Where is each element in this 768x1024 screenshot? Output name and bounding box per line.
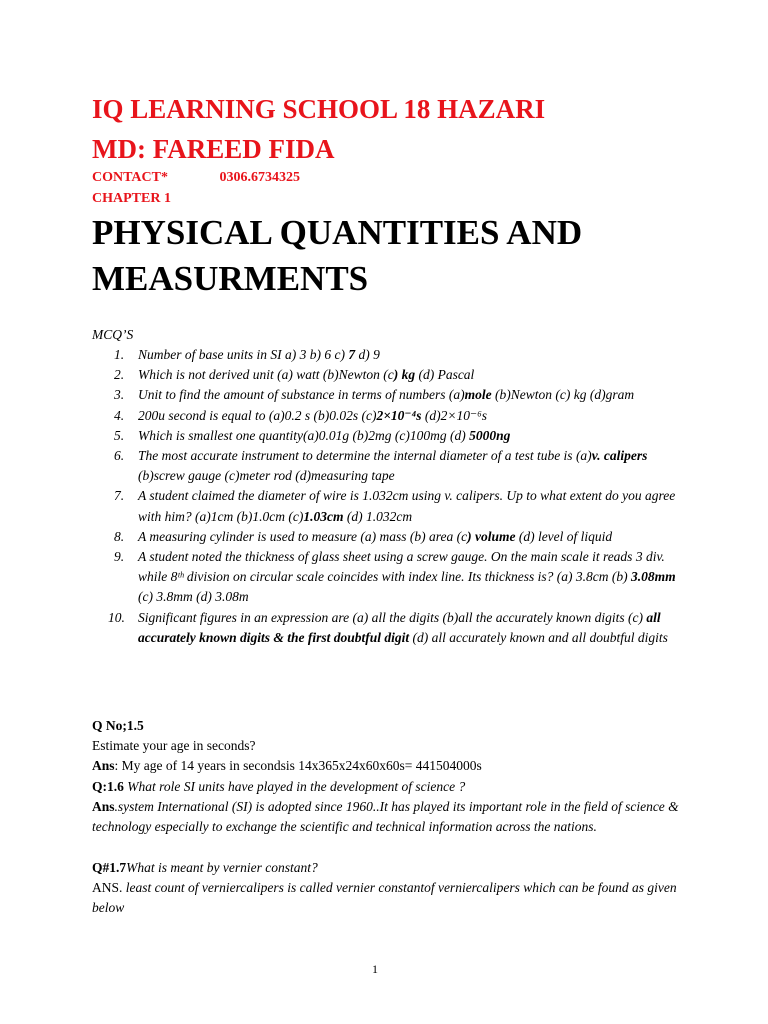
page-number: 1	[372, 962, 378, 976]
md-name: MD: FAREED FIDA	[92, 134, 335, 164]
contact-label: CONTACT*	[92, 170, 168, 185]
mcq-item: 7. A student claimed the diameter of wire is 1.032cm using v. calipers. Up to what extent do you agree with him? (a)1cm (b)1.0cm (c)1.03cm (d) 1.032cm	[114, 488, 676, 524]
mcq-heading: MCQ’S	[92, 327, 134, 342]
answer: ANS. least count of verniercalipers is called vernier constantof verniercalipers which can be found as given below	[92, 880, 677, 916]
mcq-item: 2. Which is not derived unit (a) watt (b)Newton (c) kg (d) Pascal	[114, 367, 475, 383]
question-label: Q No;1.5	[92, 718, 144, 733]
mcq-item: 9. A student noted the thickness of glass sheet using a screw gauge. On the main scale it reads 3 div. while 8ᵗʰ division on circular scale coincides with index line. Its thickness is? (a) 3.8cm (b) 3.08mm (c) 3.8mm (d) 3.08m	[114, 549, 676, 605]
answer: Ans: My age of 14 years in secondsis 14x365x24x60x60s= 441504000s	[92, 758, 482, 774]
question-1-6	[92, 777, 692, 838]
mcq-item: 5. Which is smallest one quantity(a)0.01g (b)2mg (c)100mg (d) 5000ng	[114, 427, 511, 443]
chapter-label: CHAPTER 1	[92, 191, 171, 206]
school-name: IQ LEARNING SCHOOL 18 HAZARI	[92, 94, 546, 124]
mcq-item: 1. Number of base units in SI a) 3 b) 6 c) 7 d) 9	[114, 347, 380, 362]
mcq-item: 4. 200u second is equal to (a)0.2 s (b)0.02s (c)2×10⁻⁴s (d)2×10⁻⁶s	[114, 407, 488, 423]
question-line: Q:1.6 What role SI units have played in the development of science ?	[92, 779, 466, 794]
question-line: Q#1.7What is meant by vernier constant?	[92, 860, 318, 875]
page-title: PHYSICAL QUANTITIES AND MEASURMENTS	[92, 213, 583, 298]
question-1-7	[92, 858, 692, 919]
contact-line	[92, 170, 300, 186]
mcq-item: 6. The most accurate instrument to determine the internal diameter of a test tube is (a)v. calipers (b)screw gauge (c)meter rod (d)measuring tape	[114, 448, 648, 484]
mcq-item: 8. A measuring cylinder is used to measure (a) mass (b) area (c) volume (d) level of liquid	[114, 528, 613, 544]
answer: Ans.system International (SI) is adopted since 1960..It has played its important role in the field of science & technology especially to exchange the scientific and technical information across the nations.	[92, 799, 679, 835]
mcq-item: 10. Significant figures in an expression are (a) all the digits (b)all the accurately known digits (c) all accurately known digits & the first doubtful digit (d) all accurately known and all doubtful digits	[108, 609, 668, 645]
question-1-5	[92, 716, 692, 777]
question-text: Estimate your age in seconds?	[92, 738, 256, 754]
mcq-list	[92, 345, 692, 648]
mcq-item: 3. Unit to find the amount of substance in terms of numbers (a)mole (b)Newton (c) kg (d)gram	[114, 387, 635, 403]
contact-number: 0306.6734325	[219, 170, 300, 185]
